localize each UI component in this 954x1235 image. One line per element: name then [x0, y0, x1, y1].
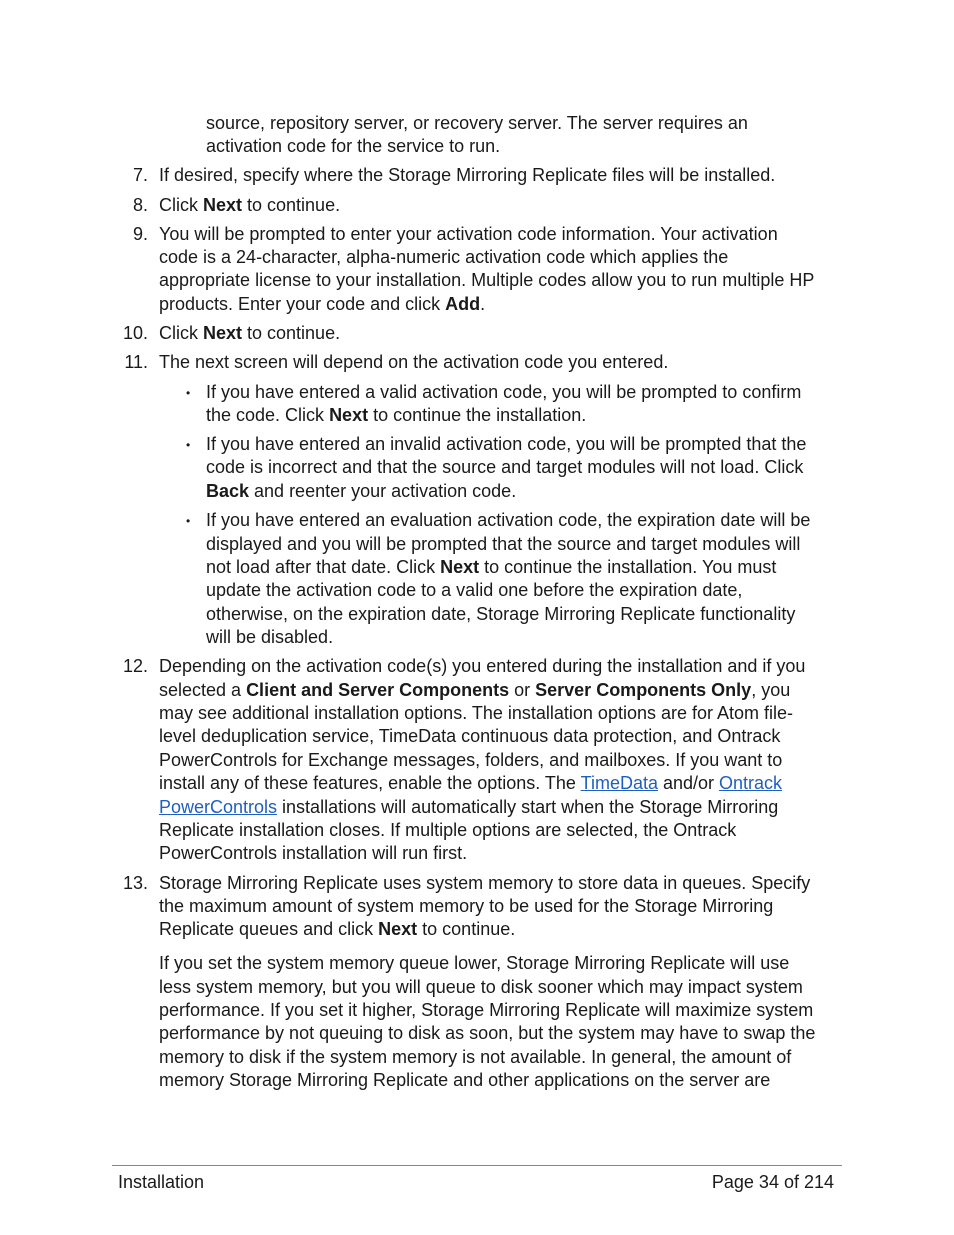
bullet-icon: •: [186, 386, 191, 400]
ontrack-powercontrols-link[interactable]: Ontrack: [719, 773, 783, 793]
step12-line3: may see additional installation options. The installation options are for Atom file-: [159, 703, 794, 723]
bullet-icon: •: [186, 514, 191, 528]
step-number: 13.: [122, 873, 148, 893]
step12-line4: level deduplication service, TimeData continuous data protection, and Ontrack: [159, 726, 781, 746]
footer-page-number: Page 34 of 214: [711, 1172, 834, 1192]
bullet3-line5: otherwise, on the expiration date, Storage Mirroring Replicate functionality: [206, 604, 796, 624]
timedata-link[interactable]: TimeData: [580, 773, 658, 793]
bullet2-line2: code is incorrect and that the source and target modules will not load. Click: [206, 457, 804, 477]
step12-line6: install any of these features, enable the options. The TimeData and/or Ontrack: [159, 773, 783, 793]
bullet2-line3: Back and reenter your activation code.: [206, 481, 517, 501]
step9-line4: products. Enter your code and click Add.: [159, 294, 486, 314]
step11-text: The next screen will depend on the activation code you entered.: [159, 352, 669, 372]
step9-line1: You will be prompted to enter your activation code information. Your activation: [159, 224, 778, 244]
step13-para-line2: less system memory, but you will queue to disk sooner which may impact system: [159, 977, 803, 997]
step12-line5: PowerControls for Exchange messages, folders, and mailboxes. If you want to: [159, 750, 783, 770]
step-number: 12.: [122, 656, 148, 676]
step13-para-line1: If you set the system memory queue lower, Storage Mirroring Replicate will use: [159, 953, 790, 973]
step13-para-line4: performance by not queuing to disk as soon, but the system may have to swap the: [159, 1023, 816, 1043]
step12-line8: Replicate installation closes. If multiple options are selected, the Ontrack: [159, 820, 737, 840]
step6-continuation-line2: activation code for the service to run.: [206, 136, 501, 156]
step-number: 11.: [124, 352, 148, 372]
step12-line2: selected a Client and Server Components or Server Components Only, you: [159, 680, 791, 700]
step13-para-line6: memory Storage Mirroring Replicate and other applications on the server are: [159, 1070, 771, 1090]
bullet-icon: •: [186, 438, 191, 452]
bullet3-line6: will be disabled.: [206, 627, 334, 647]
step10-text: Click Next to continue.: [159, 323, 341, 343]
bullet3-line4: update the activation code to a valid one before the expiration date,: [206, 580, 743, 600]
step6-continuation-line1: source, repository server, or recovery server. The server requires an: [206, 113, 748, 133]
step7-text: If desired, specify where the Storage Mirroring Replicate files will be installed.: [159, 165, 776, 185]
step9-line3: appropriate license to your installation. Multiple codes allow you to run multiple HP: [159, 270, 815, 290]
footer-divider: [112, 1165, 842, 1166]
step-number: 10.: [122, 323, 148, 343]
step13-para-line3: performance. If you set it higher, Storage Mirroring Replicate will maximize system: [159, 1000, 814, 1020]
bullet1-line2: the code. Click Next to continue the installation.: [206, 405, 587, 425]
step8-text: Click Next to continue.: [159, 195, 341, 215]
step13-line3: Replicate queues and click Next to continue.: [159, 919, 516, 939]
step13-para-line5: memory to disk if the system memory is not available. In general, the amount of: [159, 1047, 792, 1067]
step-number: 8.: [132, 195, 148, 215]
step13-line2: the maximum amount of system memory to be used for the Storage Mirroring: [159, 896, 774, 916]
ontrack-powercontrols-link-cont[interactable]: PowerControls: [159, 797, 278, 817]
step12-line1: Depending on the activation code(s) you entered during the installation and if you: [159, 656, 806, 676]
bullet1-line1: If you have entered a valid activation code, you will be prompted to confirm: [206, 382, 802, 402]
step12-line9: PowerControls installation will run first.: [159, 843, 468, 863]
footer-section-title: Installation: [118, 1172, 205, 1192]
step13-line1: Storage Mirroring Replicate uses system memory to store data in queues. Specify: [159, 873, 811, 893]
bullet3-line2: displayed and you will be prompted that the source and target modules will: [206, 534, 801, 554]
step12-line7: PowerControls installations will automatically start when the Storage Mirroring: [159, 797, 779, 817]
bullet3-line3: not load after that date. Click Next to continue the installation. You must: [206, 557, 777, 577]
step-number: 9.: [132, 224, 148, 244]
step9-line2: code is a 24-character, alpha-numeric activation code which applies the: [159, 247, 729, 267]
step-number: 7.: [132, 165, 148, 185]
bullet2-line1: If you have entered an invalid activation code, you will be prompted that the: [206, 434, 807, 454]
bullet3-line1: If you have entered an evaluation activation code, the expiration date will be: [206, 510, 811, 530]
